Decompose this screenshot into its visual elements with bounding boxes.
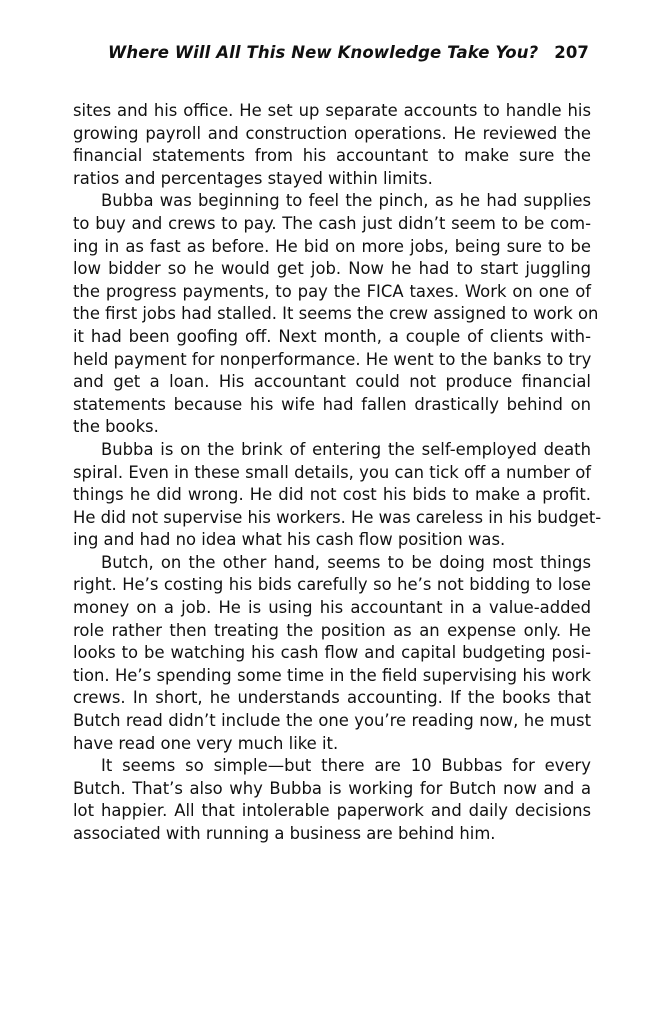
text-line: money on a job. He is using his accountant in a value-added	[73, 598, 591, 618]
text-line: Butch read didn’t include the one you’re reading now, he must	[73, 711, 591, 731]
text-line: Butch, on the other hand, seems to be doing most things	[101, 552, 591, 572]
text-line: ratios and percentages stayed within limits.	[73, 168, 433, 188]
text-line: to buy and crews to pay. The cash just didn’t seem to be com-	[73, 213, 591, 233]
paragraph	[73, 439, 602, 552]
running-head	[108, 42, 589, 64]
text-line: held payment for nonperformance. He went to the banks to try	[73, 349, 592, 369]
text-line: associated with running a business are behind him.	[73, 824, 496, 843]
page-number: 207	[554, 43, 589, 62]
text-line: financial statements from his accountant to make sure the	[73, 146, 591, 166]
text-line: sites and his office. He set up separate accounts to handle his	[73, 101, 591, 120]
text-line: role rather then treating the position as an expense only. He	[73, 620, 591, 640]
text-line: looks to be watching his cash flow and capital budgeting posi-	[73, 643, 591, 663]
text-line: Butch. That’s also why Bubba is working for Butch now and a	[73, 778, 591, 798]
text-line: tion. He’s spending some time in the field supervising his work	[73, 665, 591, 685]
body-text	[73, 100, 602, 846]
text-line: statements because his wife had fallen drastically behind on	[73, 394, 591, 414]
text-line: things he did wrong. He did not cost his bids to make a profit.	[73, 485, 591, 505]
text-line: lot happier. All that intolerable paperwork and daily decisions	[73, 801, 591, 821]
paragraph	[73, 190, 599, 439]
text-line: Bubba was beginning to feel the pinch, as he had supplies	[101, 191, 591, 211]
paragraph	[73, 552, 591, 755]
text-line: the first jobs had stalled. It seems the crew assigned to work on	[73, 304, 599, 324]
text-line: crews. In short, he understands accounting. If the books that	[73, 688, 591, 708]
text-line: the books.	[73, 417, 159, 437]
text-line: and get a loan. His accountant could not produce financial	[73, 372, 591, 392]
text-line: right. He’s costing his bids carefully so he’s not bidding to lose	[73, 575, 591, 595]
text-line: ing in as fast as before. He bid on more jobs, being sure to be	[73, 236, 591, 256]
text-line: It seems so simple—but there are 10 Bubbas for every	[101, 756, 591, 776]
paragraph	[73, 755, 591, 845]
text-line: ing and had no idea what his cash flow position was.	[73, 530, 506, 550]
text-line: growing payroll and construction operations. He reviewed the	[73, 123, 591, 143]
text-line: it had been goofing off. Next month, a couple of clients with-	[73, 326, 591, 346]
text-line: the progress payments, to pay the FICA taxes. Work on one of	[73, 281, 591, 301]
text-line: He did not supervise his workers. He was careless in his budget-	[73, 507, 602, 527]
text-line: spiral. Even in these small details, you can tick off a number of	[73, 462, 591, 482]
text-line: have read one very much like it.	[73, 733, 339, 753]
text-line: low bidder so he would get job. Now he had to start juggling	[73, 259, 591, 279]
chapter-title: Where Will All This New Knowledge Take You?	[108, 43, 539, 62]
text-line: Bubba is on the brink of entering the self-employed death	[101, 439, 591, 459]
paragraph	[73, 100, 591, 190]
